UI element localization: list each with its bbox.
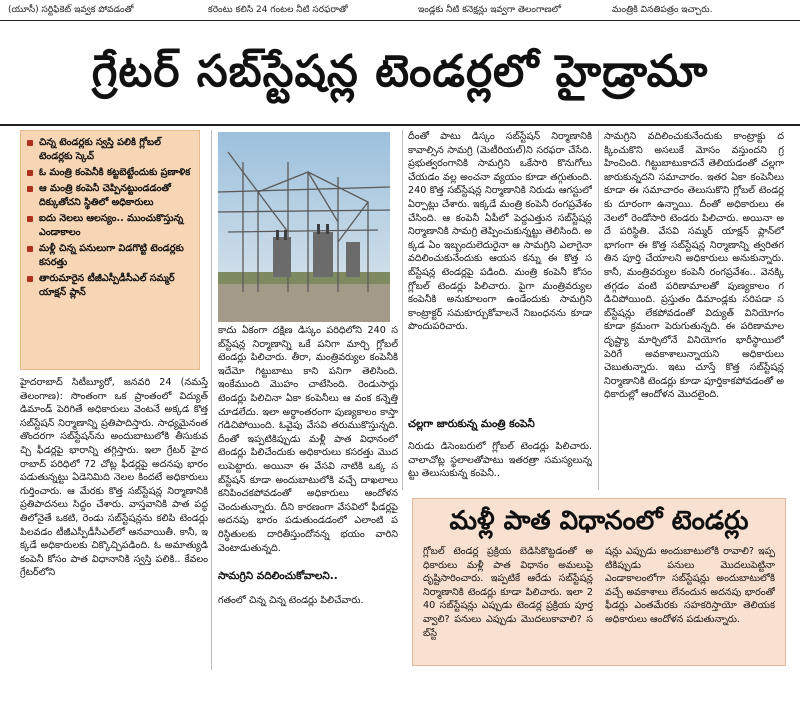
column-2-body: కాదు ఏకంగా దక్షిణ డిస్కం పరిధిలోని 240 సబ్‌స్టేషన్ల నిర్మాణాన్ని ఒకే పనిగా మార్చి గ్లోబల్ టెండర్లు పిలిచారు. తీరా, మంత్రివర్యుల కంపెనీకి ఇదేమో గిట్టుబాటు కాని పనిగా తెలిసింది. ఇంకేముంది మొహం చాటేసింది. రెండుసార్లు టెండర్లు పిలిచినా ఏకా కంపెనీలు ఆ వంక కన్నెత్తి చూడలేదు. ఇలా అర్థాంతరంగా పుణ్యకాలం కాస్తా గడిచిపోయింది. ఓవైపు వేసవి తరుముకొస్తున్నది. దీంతో ఇప్పటికిప్పుడు మళ్లీ పాత విధానంలో టెండర్లు పిలిచేందుకు అధికారులు కసరత్తు మొదలుపెట్టారు. అయినా ఈ వేసవి నాటికి ఒక్క సబ్‌స్టేషన్ కూడా అందుబాటులోకి వచ్చే దాఖలాలు కనిపించకపోవడంతో అధికారులు ఆందోళన చెందుతున్నారు. దీని కారణంగా వేసవిలో ఫీడర్లపై అదనపు భారం పడుతుండడంలో ఎలాంటి పరిస్థితులకు దారితీస్తుందోనన్న భయం వారిని వెంటాడుతున్నది. <box>218 325 398 554</box>
highlights-box <box>20 130 200 370</box>
bullet-icon <box>27 216 33 222</box>
top-strip <box>0 0 800 20</box>
headline-rule <box>0 124 800 126</box>
old-method-box-right: షన్లు ఎప్పుడు అందుబాటులోకి రావాలి? ఇప్పటికిప్పుడు పనులు మొదలుపెట్టినా ఎండాకాలంలోగా సబ్‌స్టేషన్లు అందుబాటులోకి వచ్చే అవకాశాలు లేనందున అదనపు భారంతో ఫీడర్లు ఎంతమేరకు సహకరిస్తాయో తెలియక అధికారులు ఆందోళన పడుతున్నారు. <box>605 546 775 625</box>
highlight-item: ఓ మంత్రి కంపెనీకి కట్టబెట్టేందుకు ప్రణాళిక <box>27 166 193 180</box>
electrical-substation-photo-icon <box>218 132 390 322</box>
highlight-item: మళ్లీ చిన్న పనులుగా విడగొట్టి టెండర్లకు కసరత్తు <box>27 242 193 270</box>
old-method-box <box>412 498 786 666</box>
highlight-item: చిన్న టెండర్లకు స్వస్తి పలికి గ్లోబల్ టెండర్లకు స్కెచ్ <box>27 136 193 164</box>
column-3-body: దీంతో పాటు డిస్కం సబ్‌స్టేషన్ నిర్మాణానికి కావాల్సిన సామగ్రి (మెటీరియల్)ని సరఫరా చేసేది. ప్రభుత్వరంగానికి సామగ్రిని ఒకేసారి కొనుగోలు చేయడం వల్ల అంచనా వ్యయం కూడా తగ్గుతుంది. 240 కొత్త సబ్‌స్టేషన్ల నిర్మాణానికి నిరుడు ఆగస్టులో ఏర్పాట్లు చేశారు. ఇక్కడే మంత్రి కంపెనీ రంగప్రవేశం చేసింది. ఆ కంపెనీ ఏపీలో పెద్దఎత్తున సబ్‌స్టేషన్ల నిర్మాణానికి సామగ్రి తెప్పించుకున్నట్టు తెలిసింది. అక్కడ ఏం ఇబ్బందులెదురైనా ఆ సామగ్రిని ఎలాగైనా వదిలించుకునేందుకు ఆయన కన్ను ఈ కొత్త సబ్‌స్టేషన్ల టెండర్లపై పడింది. మంత్రి కంపెనీ కోసం గ్లోబల్ టెండర్లు పిలిచారు. పైగా మంత్రివర్యుల కంపెనీకి అనుకూలంగా ఉండేందుకు సామగ్రిని కాంట్రాక్టర్ సమకూర్చుకోవాలనే నిబంధనను కూడా పొందుపరిచారు. <box>408 131 592 333</box>
bullet-icon <box>27 140 33 146</box>
top-strip-seg-3: ఇండ్లకు నీటి కనెక్షన్లు ఇవ్వగా తెలంగాణలో <box>418 5 561 15</box>
headline: గ్రేటర్ సబ్‌స్టేషన్ల టెండర్లలో హైడ్రామా <box>91 46 709 97</box>
bullet-icon <box>27 186 33 192</box>
column-4-body: సామగ్రిని వదిలించుకునేందుకు కాంట్రాక్టు దక్కించుకొని అసలుకే మోసం వస్తుందని గ్రహించింది. గిట్టుబాటుకాదనే తెలియడంతో చల్లగా జారుకున్నదని సమాచారం. ఇతర ఏకా కంపెనీలు కూడా ఈ సమాచారం తెలుసుకొని గ్లోబల్ టెండర్లకు దూరంగా ఉన్నాయి. దీంతో అధికారులు ఈ నెలలో రెండోసారి టెండరు పిలిచారు. అయినా అదే పరిస్థితి. వేసవి సమ్మర్ యాక్షన్ ప్లాన్‌లో భాగంగా ఈ కొత్త సబ్‌స్టేషన్ల నిర్మాణాన్ని త్వరితగతిన పూర్తి చేయాలని అధికారులు అనుకున్నారు. కానీ, మంత్రివర్యుల కంపెనీ రంగప్రవేశం.. వెనక్కి తగ్గడం వంటి పరిణామాలతో పుణ్యకాలం గడిచిపోయింది. ప్రస్తుతం డిమాండ్లకు సరిపడా సబ్‌స్టేషన్లు లేకపోవడంతో విద్యుత్ వినియోగం కూడా క్రమంగా పెరుగుతున్నది. ఈ పరిణామాల దృష్ట్యా మార్చిలోనే వినియోగం భారీస్థాయిలో పెరిగే అవకాశాలున్నాయని అధికారులు చెబుతున్నారు. ఇటు చూస్తే కొత్త సబ్‌స్టేషన్ల నిర్మాణానికి టెండర్లు కూడా పూర్తికాకపోవడంతో అధికారుల్లో ఆందోళన మొదలైంది. <box>604 131 784 401</box>
bullet-icon <box>27 276 33 282</box>
top-strip-seg-1: (యూసీ) సర్టిఫికెట్ ఇవ్వక పోవడంతో <box>8 5 134 15</box>
column-divider <box>211 130 212 670</box>
column-2-tail: గతంలో చిన్న చిన్న టెండర్లు పిలిచేవారు. <box>218 595 364 606</box>
bullet-icon <box>27 170 33 176</box>
top-rule <box>0 20 800 21</box>
highlight-item: ఐదు నెలలు ఆలస్యం.. ముంచుకొస్తున్న ఎండాకాలం <box>27 212 193 240</box>
column-2-subhead: సామగ్రిని వదిలించుకోవాలని.. <box>218 570 338 582</box>
top-strip-seg-4: మంత్రికి వినతిపత్రం ఇచ్చారు. <box>612 5 713 15</box>
column-3-subhead: చల్లగా జారుకున్న మంత్రి కంపెనీ <box>408 418 535 430</box>
column-divider <box>598 130 599 490</box>
highlight-item: తారుమారైన టీజీఎస్పీడీసీఎల్ సమ్మర్ యాక్షన్ ప్లాన్ <box>27 272 193 300</box>
substation-photo <box>218 132 390 322</box>
bullet-icon <box>27 246 33 252</box>
top-strip-seg-2: కరెంటు కలిసి 24 గంటల నీటి సరఫరాతో <box>208 5 348 15</box>
highlight-item: ఆ మంత్రి కంపెనీ చెప్పినట్టుండడంతో దిక్కుతోచని స్థితిలో అధికారులు <box>27 182 193 210</box>
column-1-body: హైదరాబాద్ సిటీబ్యూరో, జనవరి 24 (నమస్తే తెలంగాణ): సొంతంగా ఒక ప్రాంతంలో విద్యుత్ డిమాండ్ పెరిగితే అధికారులు వెంటనే అక్కడ కొత్త సబ్‌స్టేషన్ నిర్మాణాన్ని ప్రతిపాదిస్తారు. సాధ్యమైనంత తొందరగా సబ్‌స్టేషన్‌ను అందుబాటులోకి తీసుకువచ్చి ఫీడర్లపై భారాన్ని తగ్గిస్తారు. ఇలా గ్రేటర్ హైదరాబాద్ పరిధిలో 72 చోట్ల ఫీడర్లపై అదనపు భారం పడుతున్నట్టు ఏడెనిమిది నెలల కిందటే అధికారులు గుర్తించారు. ఆ మేరకు కొత్త సబ్‌స్టేషన్ల నిర్మాణానికి ప్రతిపాదనలు సిద్ధం చేశారు. వాస్తవానికి పాత పద్ధతిలోనైతే ఒకటి, రెండు సబ్‌స్టేషన్లను కలిపి టెండర్లు పిలవడం టీజీఎస్పీడీసీఎల్‌లో ఆనవాయితీ. కానీ, ఇక్కడే అధికారులకు చిక్కొచ్చిపడింది. ఓ అమాత్యుడి కంపెనీ కోసం పాత విధానానికి స్వస్తి పలికి.. కేవలం గ్రేటర్‌లోని <box>20 377 208 579</box>
column-3-tail: నిరుడు డిసెంబరులో గ్లోబల్ టెండర్లు పిలిచారు. చాలాచోట్ల స్థలాలతోపాటు ఇతరత్రా సమస్యలున్నట్టు తెలుసుకున్న కంపెనీ.. <box>408 441 592 480</box>
column-divider <box>402 130 403 490</box>
old-method-box-title: మళ్లీ పాత విధానంలో టెండర్లు <box>449 506 749 536</box>
old-method-box-left: గ్లోబల్ టెండర్ల ప్రక్రియ బెడిసికొట్టడంతో అధికారులు మళ్లీ పాత విధానం అమలుపై దృష్టిసారించారు. ఇప్పటికే ఆరేడు సబ్‌స్టేషన్ల నిర్మాణానికి టెండర్లు కూడా పిలిచారు. ఇలా 240 సబ్‌స్టేషన్లు ఎప్పుడు టెండర్ల ప్రక్రియ పూర్తవ్వాలి? పనులు ఎప్పుడు మొదలుకావాలి? సబ్‌స్టే <box>423 546 593 639</box>
